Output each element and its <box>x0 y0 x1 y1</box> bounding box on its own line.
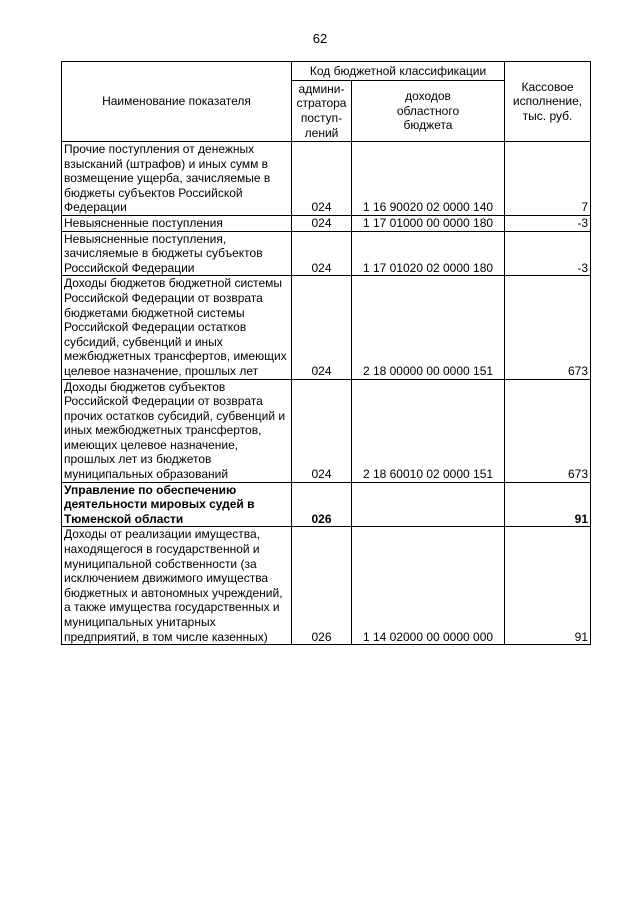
table-row <box>62 527 591 645</box>
row-code: 2 18 60010 02 0000 151 <box>352 379 505 482</box>
table-row <box>62 142 591 216</box>
row-code: 2 18 00000 00 0000 151 <box>352 276 505 379</box>
header-income: доходов областного бюджета <box>352 81 505 142</box>
row-name: Невыясненные поступления <box>62 215 292 231</box>
row-name: Доходы бюджетов бюджетной системы Российской Федерации от возврата бюджетами бюджетной системы Российской Федерации остатков субсидий, субвенций и иных межбюджетных трансфертов, имеющих целевое назначение, прошлых лет <box>62 276 292 379</box>
row-amount: -3 <box>505 215 591 231</box>
table-row-section <box>62 482 591 527</box>
row-admin: 024 <box>292 231 352 276</box>
header-classification: Код бюджетной классификации <box>292 62 505 81</box>
table-row <box>62 215 591 231</box>
budget-table <box>61 61 591 645</box>
row-name: Невыясненные поступления, зачисляемые в бюджеты субъектов Российской Федерации <box>62 231 292 276</box>
row-amount: -3 <box>505 231 591 276</box>
header-execution: Кассовое исполнение, тыс. руб. <box>505 62 591 142</box>
row-amount: 7 <box>505 142 591 216</box>
row-amount: 673 <box>505 276 591 379</box>
row-admin: 026 <box>292 527 352 645</box>
row-name: Доходы от реализации имущества, находящегося в государственной и муниципальной собственности (за исключением движимого имущества бюджетных и автономных учреждений, а также имущества государственных и муниципальных унитарных предприятий, в том числе казенных) <box>62 527 292 645</box>
table-row <box>62 276 591 379</box>
row-name: Доходы бюджетов субъектов Российской Федерации от возврата прочих остатков субсидий, субвенций и иных межбюджетных трансфертов, имеющих целевое назначение, прошлых лет из бюджетов муниципальных образований <box>62 379 292 482</box>
table-row <box>62 231 591 276</box>
row-admin: 024 <box>292 142 352 216</box>
row-name: Управление по обеспечению деятельности мировых судей в Тюменской области <box>62 482 292 527</box>
row-admin: 024 <box>292 276 352 379</box>
row-amount: 91 <box>505 527 591 645</box>
row-code: 1 16 90020 02 0000 140 <box>352 142 505 216</box>
page-number: 62 <box>312 31 328 46</box>
row-admin: 026 <box>292 482 352 527</box>
table-row <box>62 379 591 482</box>
row-code: 1 14 02000 00 0000 000 <box>352 527 505 645</box>
row-admin: 024 <box>292 379 352 482</box>
row-code <box>352 482 505 527</box>
row-name: Прочие поступления от денежных взысканий (штрафов) и иных сумм в возмещение ущерба, зачисляемые в бюджеты субъектов Российской Федерации <box>62 142 292 216</box>
row-amount: 673 <box>505 379 591 482</box>
header-name: Наименование показателя <box>62 62 292 142</box>
row-admin: 024 <box>292 215 352 231</box>
row-code: 1 17 01000 00 0000 180 <box>352 215 505 231</box>
header-admin: админи- стратора поступ- лений <box>292 81 352 142</box>
row-amount: 91 <box>505 482 591 527</box>
row-code: 1 17 01020 02 0000 180 <box>352 231 505 276</box>
